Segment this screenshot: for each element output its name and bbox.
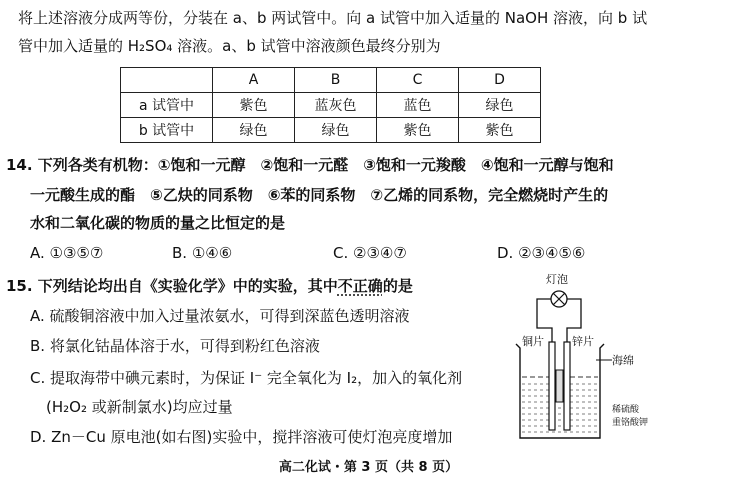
table-cell: 紫色: [377, 118, 459, 143]
page-footer: 高二化试・第 3 页（共 8 页）: [278, 460, 459, 475]
copper-label: 铜片: [522, 335, 544, 348]
q14-line-2: 一元酸生成的酯 ⑤乙炔的同系物 ⑥苯的同系物 ⑦乙烯的同系物，完全燃烧时产生的: [30, 186, 609, 204]
q14-option-b: B. ①④⑥: [172, 244, 233, 262]
table-header-cell: D: [459, 68, 541, 93]
table-header-cell: [121, 68, 213, 93]
table-row: [121, 118, 541, 143]
lamp-icon: [551, 291, 567, 307]
sponge: [556, 370, 563, 402]
row-label: a 试管中: [121, 93, 213, 118]
table-row: [121, 93, 541, 118]
q15-option-c-line-2: (H₂O₂ 或新制氯水)均应过量: [46, 398, 233, 416]
q15-option-b: B. 将氯化钴晶体溶于水，可得到粉红色溶液: [30, 337, 320, 355]
table-cell: 蓝色: [377, 93, 459, 118]
q15-option-d: D. Zn－Cu 原电池(如右图)实验中，搅拌溶液可使灯泡亮度增加: [30, 428, 453, 446]
lamp-label: 灯泡: [546, 273, 568, 286]
intro-line-1: 将上述溶液分成两等份，分装在 a、b 两试管中。向 a 试管中加入适量的 NaOH 溶液，向 b 试: [18, 9, 648, 27]
table-header-cell: A: [213, 68, 295, 93]
q15-stem-after: 的是: [382, 277, 413, 295]
sponge-label: 海绵: [612, 354, 634, 367]
table-cell: 紫色: [213, 93, 295, 118]
table-header-cell: C: [377, 68, 459, 93]
table-cell: 紫色: [459, 118, 541, 143]
electrodes: [549, 342, 570, 430]
q14-line-1: 14. 下列各类有机物：①饱和一元醇 ②饱和一元醛 ③饱和一元羧酸 ④饱和一元醇与饱和: [6, 156, 614, 174]
zinc-label: 锌片: [572, 335, 594, 348]
row-label: b 试管中: [121, 118, 213, 143]
table-cell: 绿色: [295, 118, 377, 143]
q14-option-d: D. ②③④⑤⑥: [497, 244, 586, 262]
q15-stem-emphasis: 不正确: [337, 277, 383, 295]
color-table: [120, 67, 541, 143]
galvanic-cell-figure: [512, 270, 722, 445]
q14-line-3: 水和二氧化碳的物质的量之比恒定的是: [30, 214, 286, 232]
table-cell: 绿色: [213, 118, 295, 143]
solution-label-2: 重铬酸钾: [612, 418, 649, 428]
q15-stem: [6, 276, 413, 296]
table-header-row: [121, 68, 541, 93]
q14-option-a: A. ①③⑤⑦: [30, 244, 104, 262]
table-header-cell: B: [295, 68, 377, 93]
table-cell: 绿色: [459, 93, 541, 118]
q15-option-a: A. 硫酸铜溶液中加入过量浓氨水，可得到深蓝色透明溶液: [30, 307, 410, 325]
q14-option-c: C. ②③④⑦: [333, 244, 407, 262]
solution-label-1: 稀硫酸: [612, 405, 640, 415]
q15-stem-before: 15. 下列结论均出自《实验化学》中的实验，其中: [6, 277, 338, 295]
q15-option-c-line-1: C. 提取海带中碘元素时，为保证 I⁻ 完全氧化为 I₂，加入的氧化剂: [30, 369, 463, 387]
intro-line-2: 管中加入适量的 H₂SO₄ 溶液。a、b 试管中溶液颜色最终分别为: [18, 37, 441, 55]
table-cell: 蓝灰色: [295, 93, 377, 118]
